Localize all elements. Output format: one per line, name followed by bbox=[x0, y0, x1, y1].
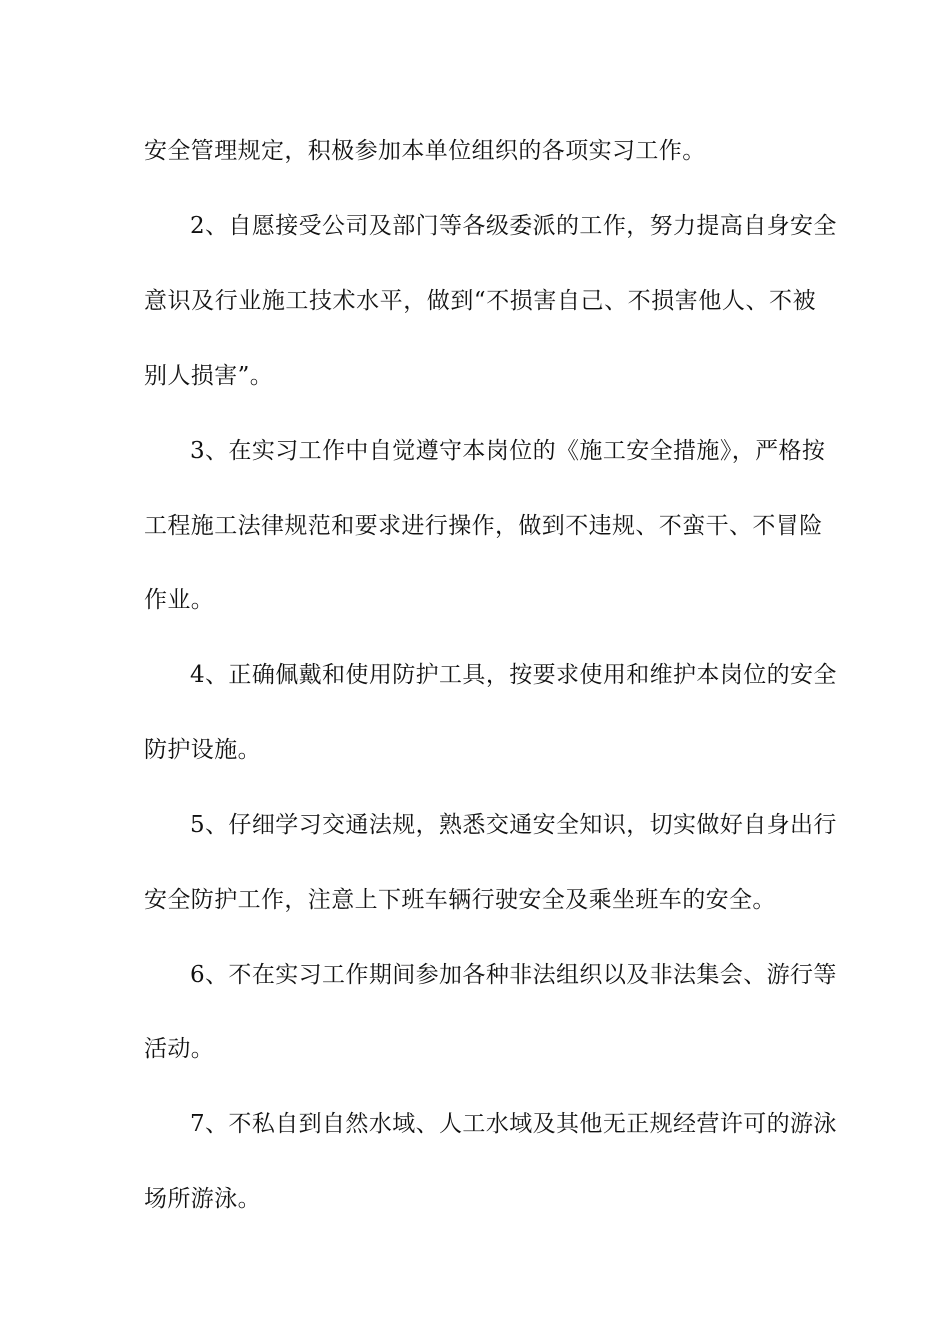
paragraph-7-line-2: 场所游泳。 bbox=[144, 1186, 261, 1212]
paragraph-3-line-3: 作业。 bbox=[144, 587, 215, 613]
paragraph-5-line-1: 5、仔细学习交通法规，熟悉交通安全知识，切实做好自身出行 bbox=[190, 812, 837, 838]
paragraph-5-line-2: 安全防护工作，注意上下班车辆行驶安全及乘坐班车的安全。 bbox=[144, 887, 776, 913]
paragraph-4-line-1: 4、正确佩戴和使用防护工具，按要求使用和维护本岗位的安全 bbox=[190, 662, 837, 688]
paragraph-3-line-2: 工程施工法律规范和要求进行操作，做到不违规、不蛮干、不冒险 bbox=[144, 513, 823, 539]
paragraph-3-line-1: 3、在实习工作中自觉遵守本岗位的《施工安全措施》，严格按 bbox=[190, 438, 826, 464]
paragraph-6-line-2: 活动。 bbox=[144, 1036, 215, 1062]
paragraph-6-line-1: 6、不在实习工作期间参加各种非法组织以及非法集会、游行等 bbox=[190, 962, 837, 988]
paragraph-2-line-2: 意识及行业施工技术水平，做到“不损害自己、不损害他人、不被 bbox=[144, 288, 816, 314]
paragraph-2-line-1: 2、自愿接受公司及部门等各级委派的工作，努力提高自身安全 bbox=[190, 213, 837, 239]
paragraph-2-line-3: 别人损害”。 bbox=[144, 363, 274, 389]
paragraph-1-line-1: 安全管理规定，积极参加本单位组织的各项实习工作。 bbox=[144, 138, 706, 164]
paragraph-7-line-1: 7、不私自到自然水域、人工水域及其他无正规经营许可的游泳 bbox=[190, 1111, 837, 1137]
paragraph-4-line-2: 防护设施。 bbox=[144, 737, 261, 763]
